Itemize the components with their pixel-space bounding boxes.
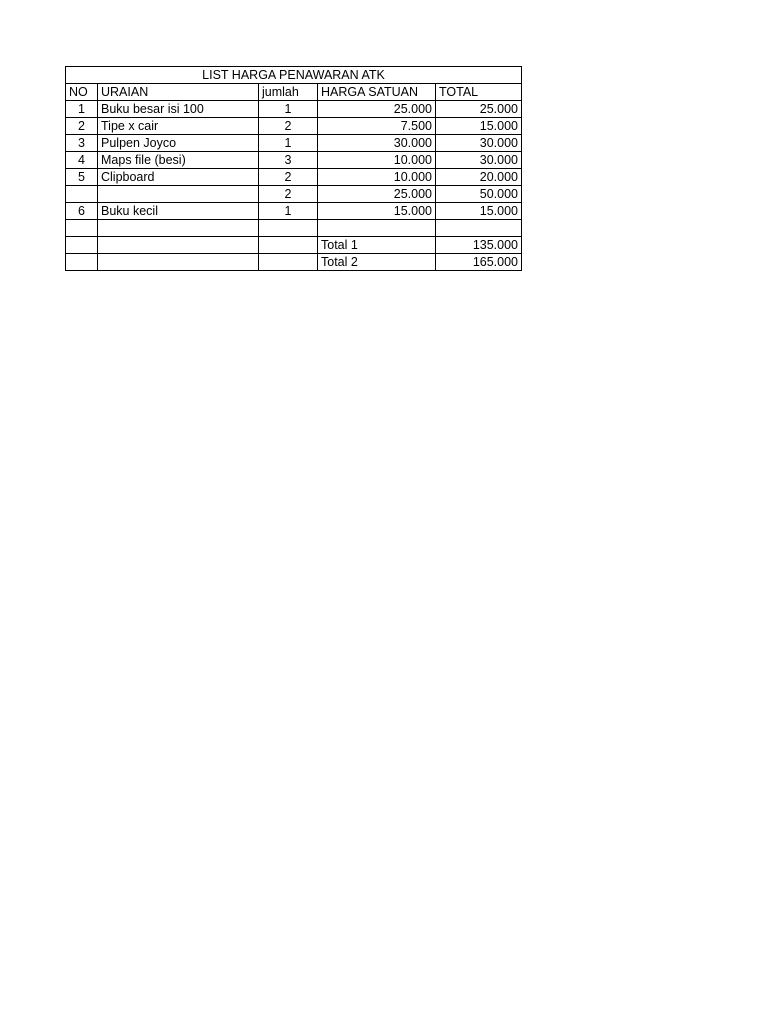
table-row xyxy=(66,101,522,118)
header-uraian[interactable]: URAIAN xyxy=(98,84,259,101)
cell-harga-satuan[interactable]: 10.000 xyxy=(318,152,436,169)
cell-total[interactable]: 50.000 xyxy=(436,186,522,203)
summary-value[interactable]: 165.000 xyxy=(436,254,522,271)
cell-total[interactable]: 30.000 xyxy=(436,135,522,152)
cell-total[interactable]: 25.000 xyxy=(436,101,522,118)
cell-uraian[interactable]: Clipboard xyxy=(98,169,259,186)
cell-uraian[interactable]: Tipe x cair xyxy=(98,118,259,135)
cell-no[interactable] xyxy=(66,237,98,254)
summary-row xyxy=(66,237,522,254)
cell-jumlah[interactable] xyxy=(259,254,318,271)
cell-harga-satuan[interactable]: 7.500 xyxy=(318,118,436,135)
cell-jumlah[interactable]: 1 xyxy=(259,101,318,118)
summary-value[interactable]: 135.000 xyxy=(436,237,522,254)
cell-no[interactable]: 6 xyxy=(66,203,98,220)
cell-total[interactable]: 15.000 xyxy=(436,203,522,220)
cell-jumlah[interactable]: 1 xyxy=(259,203,318,220)
cell-total[interactable]: 15.000 xyxy=(436,118,522,135)
cell-jumlah[interactable]: 3 xyxy=(259,152,318,169)
table-row xyxy=(66,169,522,186)
cell-uraian[interactable] xyxy=(98,186,259,203)
cell-harga-satuan[interactable] xyxy=(318,220,436,237)
table-title[interactable]: LIST HARGA PENAWARAN ATK xyxy=(66,67,522,84)
cell-no[interactable]: 5 xyxy=(66,169,98,186)
cell-jumlah[interactable]: 2 xyxy=(259,118,318,135)
cell-no[interactable]: 3 xyxy=(66,135,98,152)
summary-label[interactable]: Total 1 xyxy=(318,237,436,254)
cell-total[interactable] xyxy=(436,220,522,237)
cell-harga-satuan[interactable]: 25.000 xyxy=(318,186,436,203)
cell-uraian[interactable]: Buku besar isi 100 xyxy=(98,101,259,118)
cell-total[interactable]: 30.000 xyxy=(436,152,522,169)
table-row xyxy=(66,118,522,135)
spreadsheet-sheet xyxy=(65,66,522,271)
cell-no[interactable] xyxy=(66,254,98,271)
cell-jumlah[interactable]: 2 xyxy=(259,169,318,186)
header-row xyxy=(66,84,522,101)
cell-no[interactable] xyxy=(66,186,98,203)
cell-no[interactable]: 4 xyxy=(66,152,98,169)
header-jumlah[interactable]: jumlah xyxy=(259,84,318,101)
price-list-table xyxy=(65,66,522,271)
summary-label[interactable]: Total 2 xyxy=(318,254,436,271)
cell-harga-satuan[interactable]: 10.000 xyxy=(318,169,436,186)
header-total[interactable]: TOTAL xyxy=(436,84,522,101)
table-row xyxy=(66,220,522,237)
cell-uraian[interactable] xyxy=(98,237,259,254)
cell-uraian[interactable]: Pulpen Joyco xyxy=(98,135,259,152)
cell-jumlah[interactable]: 2 xyxy=(259,186,318,203)
cell-uraian[interactable]: Maps file (besi) xyxy=(98,152,259,169)
table-row xyxy=(66,186,522,203)
cell-uraian[interactable] xyxy=(98,254,259,271)
cell-harga-satuan[interactable]: 15.000 xyxy=(318,203,436,220)
cell-no[interactable]: 2 xyxy=(66,118,98,135)
header-no[interactable]: NO xyxy=(66,84,98,101)
title-row xyxy=(66,67,522,84)
cell-harga-satuan[interactable]: 25.000 xyxy=(318,101,436,118)
table-row xyxy=(66,135,522,152)
table-row xyxy=(66,203,522,220)
cell-uraian[interactable] xyxy=(98,220,259,237)
cell-total[interactable]: 20.000 xyxy=(436,169,522,186)
cell-uraian[interactable]: Buku kecil xyxy=(98,203,259,220)
table-row xyxy=(66,152,522,169)
summary-row xyxy=(66,254,522,271)
header-harga-satuan[interactable]: HARGA SATUAN xyxy=(318,84,436,101)
cell-jumlah[interactable] xyxy=(259,220,318,237)
cell-jumlah[interactable]: 1 xyxy=(259,135,318,152)
cell-no[interactable] xyxy=(66,220,98,237)
cell-harga-satuan[interactable]: 30.000 xyxy=(318,135,436,152)
cell-no[interactable]: 1 xyxy=(66,101,98,118)
cell-jumlah[interactable] xyxy=(259,237,318,254)
